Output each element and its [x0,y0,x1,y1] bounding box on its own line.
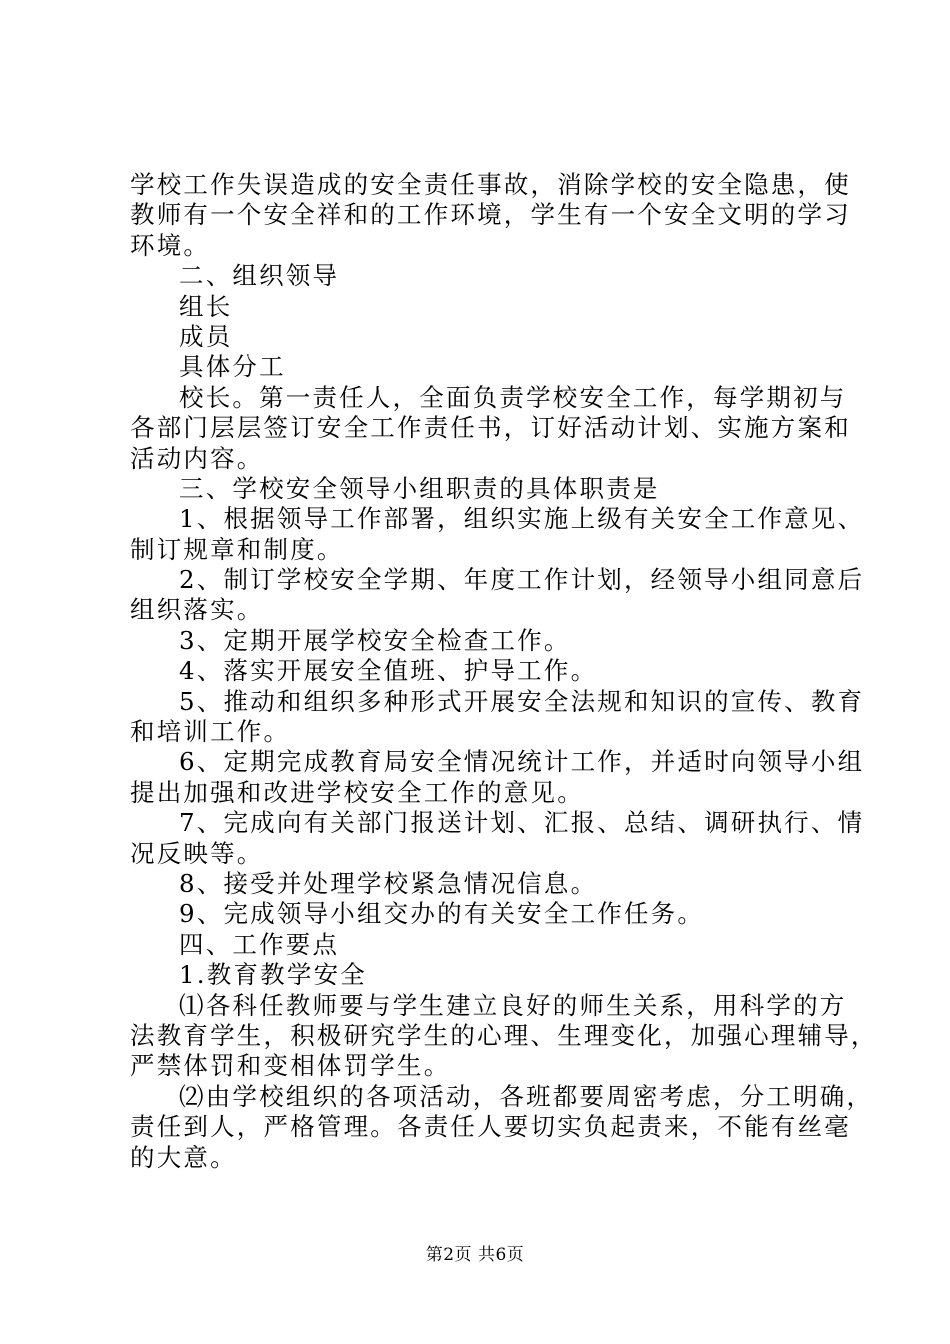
text-line: 活动内容。 [130,443,264,473]
page-footer: 第2页 共6页 [425,1245,525,1265]
text-line: 严禁体罚和变相体罚学生。 [130,1051,451,1081]
text-line: 的大意。 [130,1142,237,1172]
text-line: 1.教育教学安全 [179,960,367,990]
text-line: 9、完成领导小组交办的有关安全工作任务。 [179,899,705,929]
text-line: 4、落实开展安全值班、护导工作。 [179,656,598,686]
text-line: 6、定期完成教育局安全情况统计工作，并适时向领导小组 [179,747,865,777]
text-line: 制订规章和制度。 [130,534,344,564]
text-line: 三、学校安全领导小组职责的具体职责是 [179,473,660,503]
text-line: 况反映等。 [130,838,264,868]
text-line: 1、根据领导工作部署，组织实施上级有关安全工作意见、 [179,504,865,534]
text-line: 3、定期开展学校安全检查工作。 [179,625,571,655]
text-line: 四、工作要点 [179,929,340,959]
text-line: 提出加强和改进学校安全工作的意见。 [130,777,584,807]
text-line: 环境。 [130,230,211,260]
text-line: ⑴各科任教师要与学生建立良好的师生关系，用科学的方 [179,990,847,1020]
text-line: 二、组织领导 [179,261,340,291]
text-line: 组长 [179,291,233,321]
text-line: 具体分工 [179,352,286,382]
text-line: 和培训工作。 [130,717,291,747]
text-line: 学校工作失误造成的安全责任事故，消除学校的安全隐患，使 [130,170,851,199]
text-line: 法教育学生，积极研究学生的心理、生理变化，加强心理辅导， [130,1020,878,1050]
text-line: ⑵由学校组织的各项活动，各班都要周密考虑，分工明确， [179,1081,874,1111]
text-line: 教师有一个安全祥和的工作环境，学生有一个安全文明的学习 [130,200,851,230]
document-body [130,170,878,1173]
text-line: 各部门层层签订安全工作责任书，订好活动计划、实施方案和 [130,413,851,443]
text-line: 5、推动和组织多种形式开展安全法规和知识的宣传、教育 [179,686,865,716]
text-line: 2、制订学校安全学期、年度工作计划，经领导小组同意后 [179,565,865,595]
text-line: 组织落实。 [130,595,264,625]
text-line: 校长。第一责任人，全面负责学校安全工作，每学期初与 [179,382,847,412]
text-line: 成员 [179,321,233,351]
text-line: 8、接受并处理学校紧急情况信息。 [179,868,598,898]
text-line: 责任到人，严格管理。各责任人要切实负起责来，不能有丝毫 [130,1112,851,1142]
text-line: 7、完成向有关部门报送计划、汇报、总结、调研执行、情 [179,808,865,838]
